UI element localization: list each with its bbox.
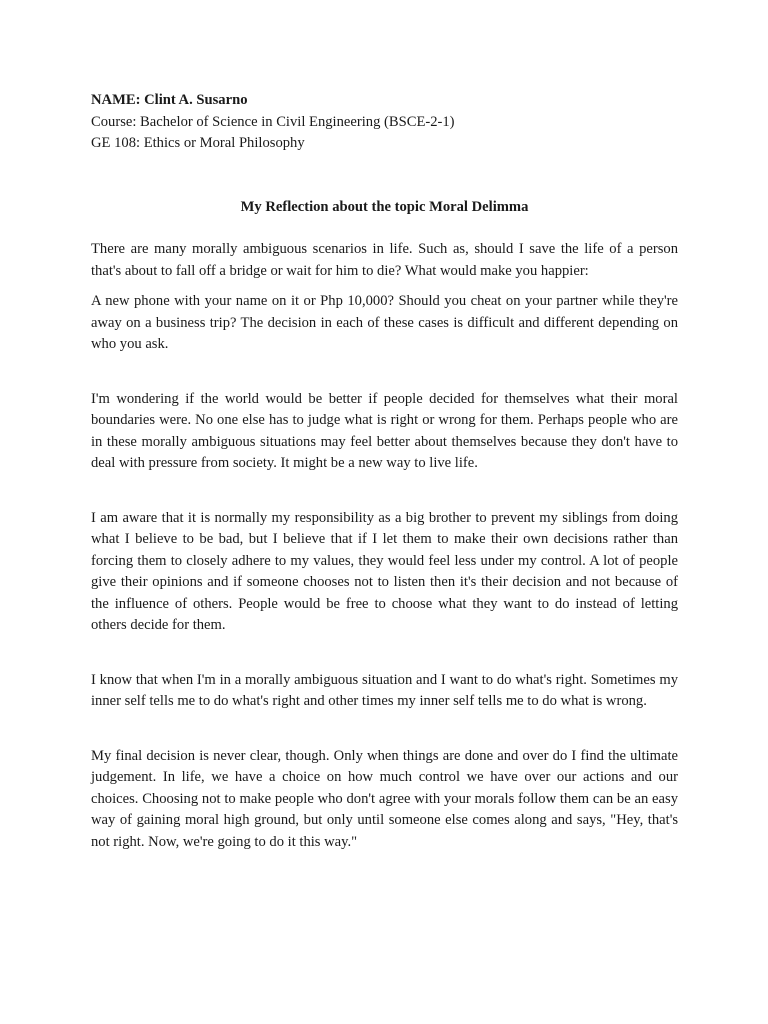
course-line: Course: Bachelor of Science in Civil Engineering (BSCE-2-1) [91, 113, 455, 130]
paragraph-5: I know that when I'm in a morally ambiguous situation and I want to do what's right. Sometimes my inner self tells me to do what's right and other times my inner self tells me to do what is wrong. [91, 671, 678, 709]
paragraph-1: There are many morally ambiguous scenarios in life. Such as, should I save the life of a person that's about to fall off a bridge or wait for him to die? What would make you happier: [91, 241, 678, 279]
paragraph-4: I am aware that it is normally my responsibility as a big brother to prevent my siblings from doing what I believe to be bad, but I believe that if I let them to make their own decisions rather than forcing them to closely adhere to my values, they would feel less under my control. A lot of people give their opinions and if someone chooses not to listen then it's their decision and not because of the influence of others. People would be free to choose what they want to do instead of letting others decide for them. [91, 509, 678, 633]
paragraph-6: My final decision is never clear, though. Only when things are done and over do I find the ultimate judgement. In life, we have a choice on how much control we have over our actions and our choices. Choosing not to make people who don't agree with your morals follow them can be an easy way of gaining moral high ground, but only until someone else comes along and says, "Hey, that's not right. Now, we're going to do it this way." [91, 747, 678, 850]
student-name: NAME: Clint A. Susarno [91, 92, 248, 108]
subject-line: GE 108: Ethics or Moral Philosophy [91, 135, 305, 151]
document-body [91, 90, 678, 853]
paragraph-2: A new phone with your name on it or Php 10,000? Should you cheat on your partner while they're away on a business trip? The decision in each of these cases is difficult and different depending on who you ask. [91, 293, 678, 352]
document-title: My Reflection about the topic Moral Delimma [240, 198, 529, 215]
paragraph-3: I'm wondering if the world would be better if people decided for themselves what their moral boundaries were. No one else has to judge what is right or wrong for them. Perhaps people who are in these morally ambiguous situations may feel better about themselves because they don't have to deal with pressure from society. It might be a new way to live life. [91, 390, 678, 471]
